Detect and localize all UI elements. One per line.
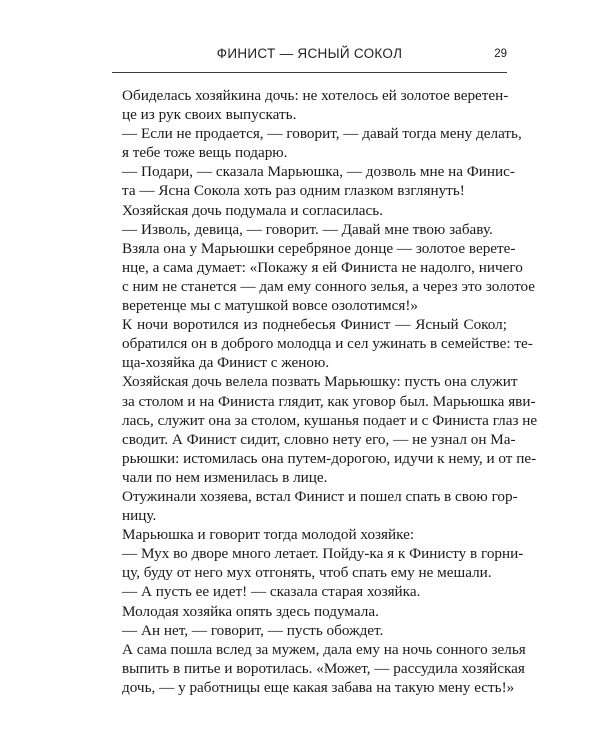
page-number: 29	[494, 48, 507, 60]
text-line: Взяла она у Марьюшки серебряное донце — золотое верете-	[122, 239, 516, 257]
text-line: — Мух во дворе много летает. Пойду-ка я к Финисту в горни-	[122, 545, 524, 563]
text-line: Отужинали хозяева, встал Финист и пошел спать в свою гор-	[122, 487, 518, 505]
text-line: Обиделась хозяйкина дочь: не хотелось ей золотое веретен-	[122, 87, 509, 104]
text-line: цу, буду от него мух отгонять, чтоб спать ему не мешали.	[122, 564, 492, 582]
text-line: К ночи воротился из поднебесья Финист — Ясный Сокол;	[122, 316, 507, 334]
text-line: — Подари, — сказала Марьюшка, — дозволь мне на Финис-	[122, 163, 515, 181]
text-line: выпить в питье и воротилась. «Может, — рассудила хозяйская	[122, 659, 525, 677]
text-line: рьюшки: истомилась она путем-дорогою, идучи к нему, и от пе-	[122, 449, 537, 467]
text-line: А сама пошла вслед за мужем, дала ему на ночь сонного зелья	[122, 640, 526, 658]
text-line: с ним не станется — дам ему сонного зелья, а через это золотое	[122, 277, 536, 295]
text-line: Хозяйская дочь подумала и согласилась.	[122, 201, 384, 219]
text-line: та — Ясна Сокола хоть раз одним глазком взглянуть!	[122, 182, 465, 200]
running-header	[112, 46, 507, 73]
text-line: Хозяйская дочь велела позвать Марьюшку: пусть она служит	[122, 373, 518, 391]
text-line: ницу.	[122, 507, 157, 525]
text-line: чали по нем изменилась в лице.	[122, 468, 328, 486]
text-line: — А пусть ее идет! — сказала старая хозяйка.	[122, 583, 421, 601]
text-line: — Изволь, девица, — говорит. — Давай мне твою забаву.	[122, 220, 493, 238]
text-line: за столом и на Финиста глядит, как уговор был. Марьюшка яви-	[122, 392, 536, 410]
text-line: — Ан нет, — говорит, — пусть обождет.	[122, 621, 384, 639]
text-line: лась, служит она за столом, кушанья подает и с Финиста глаз не	[122, 411, 538, 429]
text-line: я тебе тоже вещь подарю.	[122, 144, 288, 162]
text-line: обратился он в доброго молодца и сел ужинать в семействе: те-	[122, 335, 533, 353]
text-line: Марьюшка и говорит тогда молодой хозяйке:	[122, 526, 415, 544]
text-line: Молодая хозяйка опять здесь подумала.	[122, 602, 379, 620]
text-line: це из рук своих выпускать.	[122, 106, 297, 124]
text-line: нце, а сама думает: «Покажу я ей Финиста не надолго, ничего	[122, 258, 523, 276]
text-line: сводит. А Финист сидит, словно нету его, — не узнал он Ма-	[122, 430, 516, 448]
text-line: веретенце мы с матушкой вовсе озолотимся!»	[122, 297, 419, 315]
text-line: — Если не продается, — говорит, — давай тогда мену делать,	[122, 125, 522, 143]
chapter-title: ФИНИСТ — ЯСНЫЙ СОКОЛ	[216, 46, 403, 61]
text-line: ща-хозяйка да Финист с женою.	[122, 354, 330, 372]
story-text	[122, 86, 538, 697]
text-line: дочь, — у работницы еще какая забава на такую мену есть!»	[122, 678, 515, 696]
